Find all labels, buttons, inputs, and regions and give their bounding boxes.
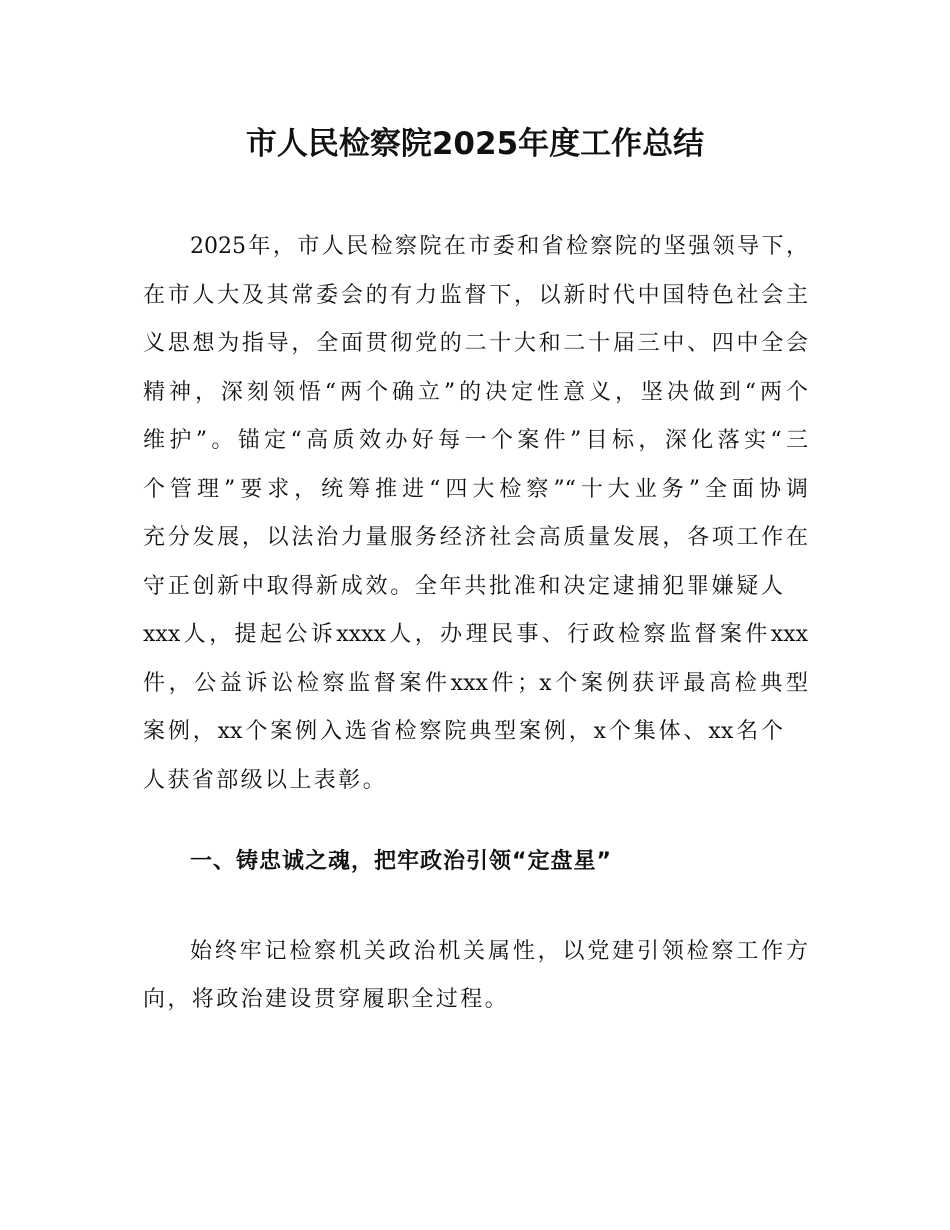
- text-line: 精神，深刻领悟“两个确立”的决定性意义，坚决做到“两个: [143, 380, 808, 405]
- text-line: 人获省部级以上表彰。: [143, 768, 388, 793]
- text-line: 守正创新中取得新成效。全年共批准和决定逮捕犯罪嫌疑人: [143, 574, 783, 599]
- document-title: 市人民检察院2025年度工作总结: [245, 126, 705, 162]
- text-line: 在市人大及其常委会的有力监督下，以新时代中国特色社会主: [143, 283, 808, 308]
- text-line: 2025年，市人民检察院在市委和省检察院的坚强领导下，: [190, 234, 808, 259]
- text-line: 维护”。锚定“高质效办好每一个案件”目标，深化落实“三: [143, 428, 808, 453]
- text-line: 始终牢记检察机关政治机关属性，以党建引领检察工作方: [190, 939, 808, 964]
- section-heading: 一、铸忠诚之魂，把牢政治引领“定盘星”: [190, 849, 612, 874]
- text-line: 件，公益诉讼检察监督案件xxx件；x个案例获评最高检典型: [143, 671, 808, 696]
- text-line: 向，将政治建设贯穿履职全过程。: [143, 987, 510, 1012]
- text-line: 个管理”要求，统筹推进“四大检察”“十大业务”全面协调: [143, 477, 808, 502]
- text-line: 充分发展，以法治力量服务经济社会高质量发展，各项工作在: [143, 525, 808, 550]
- text-line: 案例，xx个案例入选省检察院典型案例，x个集体、xx名个: [143, 719, 783, 744]
- text-line: xxx人，提起公诉xxxx人，办理民事、行政检察监督案件xxx: [143, 622, 808, 647]
- text-line: 义思想为指导，全面贯彻党的二十大和二十届三中、四中全会: [143, 331, 808, 356]
